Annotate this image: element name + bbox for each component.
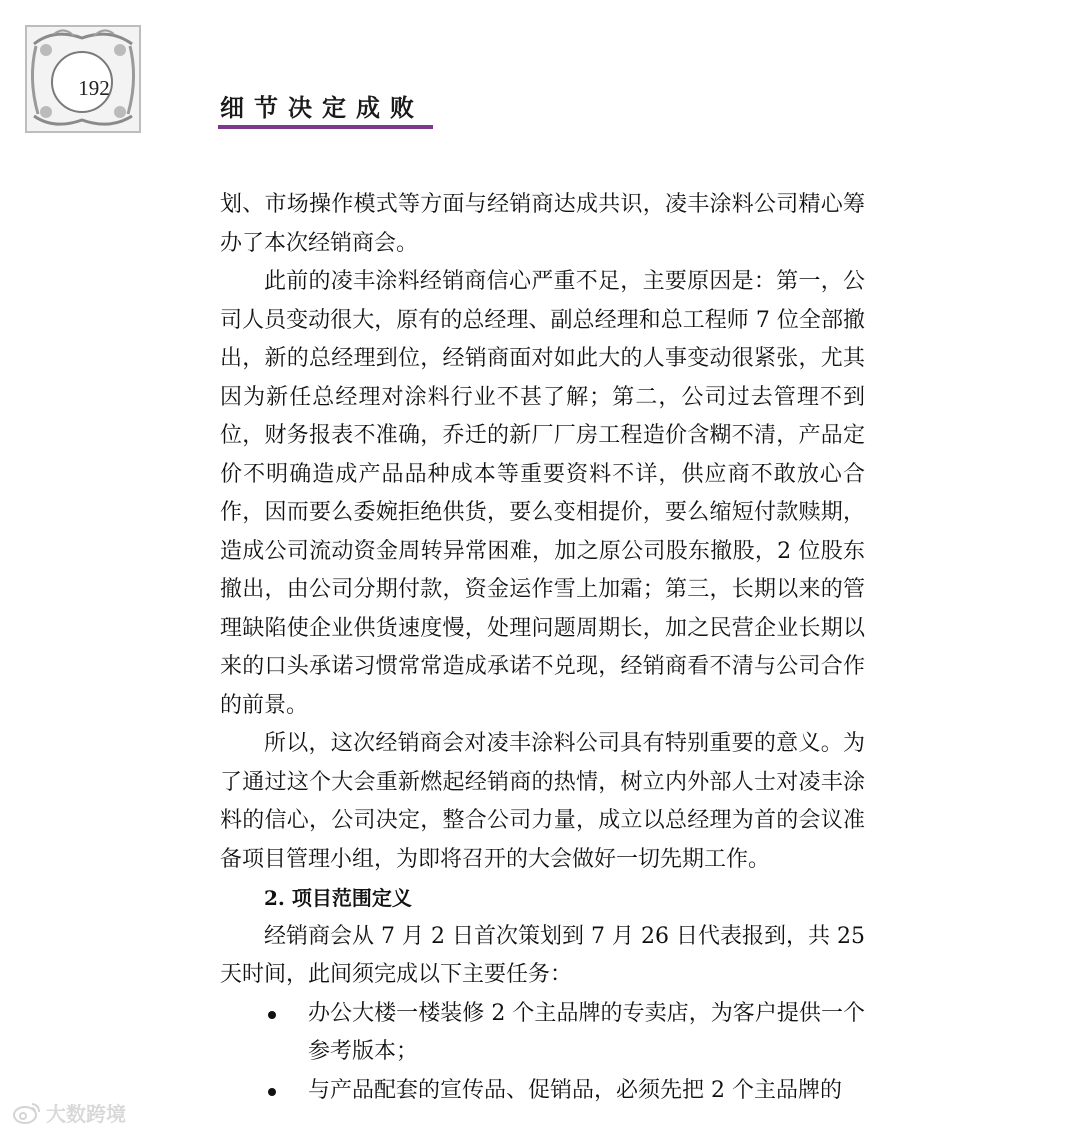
page-body — [220, 186, 865, 1110]
paragraph-1: 划、市场操作模式等方面与经销商达成共识，凌丰涂料公司精心筹办了本次经销商会。 — [220, 192, 865, 256]
bullet-icon — [268, 1011, 276, 1019]
bullet-icon — [268, 1088, 276, 1096]
title-underline — [218, 125, 433, 129]
weibo-logo-icon — [12, 1101, 42, 1125]
paragraph-2: 此前的凌丰涂料经销商信心严重不足，主要原因是：第一，公司人员变动很大，原有的总经理、副总经理和总工程师 7 位全部撤出，新的总经理到位，经销商面对如此大的人事变动很紧张，尤其因为新任总经理对涂料行业不甚了解；第二，公司过去管理不到位，财务报表不准确，乔迁的新厂厂房工程造价含糊不清，产品定价不明确造成产品品种成本等重要资料不详，供应商不敢放心合作，因而要么委婉拒绝供货，要么变相提价，要么缩短付款赎期，造成公司流动资金周转异常困难，加之原公司股东撤股，2 位股东撤出，由公司分期付款，资金运作雪上加霜；第三，长期以来的管理缺陷使企业供货速度慢，处理问题周期长，加之民营企业长期以来的口头承诺习惯常常造成承诺不兑现，经销商看不清与公司合作的前景。 — [220, 269, 865, 718]
page-number: 192 — [78, 76, 110, 100]
list-item — [220, 1072, 865, 1111]
section-heading: 2. 项目范围定义 — [264, 886, 412, 910]
task-list — [220, 995, 865, 1111]
watermark-text: 大数跨境 — [46, 1102, 126, 1126]
list-item-text: 与产品配套的宣传品、促销品，必须先把 2 个主品牌的 — [308, 1077, 842, 1103]
list-item-text: 办公大楼一楼装修 2 个主品牌的专卖店，为客户提供一个参考版本； — [308, 1000, 865, 1064]
running-title: 细节决定成败 — [220, 93, 424, 122]
list-item — [220, 995, 865, 1072]
paragraph-3: 所以，这次经销商会对凌丰涂料公司具有特别重要的意义。为了通过这个大会重新燃起经销商的热情，树立内外部人士对凌丰涂料的信心，公司决定，整合公司力量，成立以总经理为首的会议准备项目管理小组，为即将召开的大会做好一切先期工作。 — [220, 731, 865, 872]
watermark — [12, 1098, 126, 1127]
paragraph-4: 经销商会从 7 月 2 日首次策划到 7 月 26 日代表报到，共 25 天时间，此间须完成以下主要任务： — [220, 923, 865, 987]
